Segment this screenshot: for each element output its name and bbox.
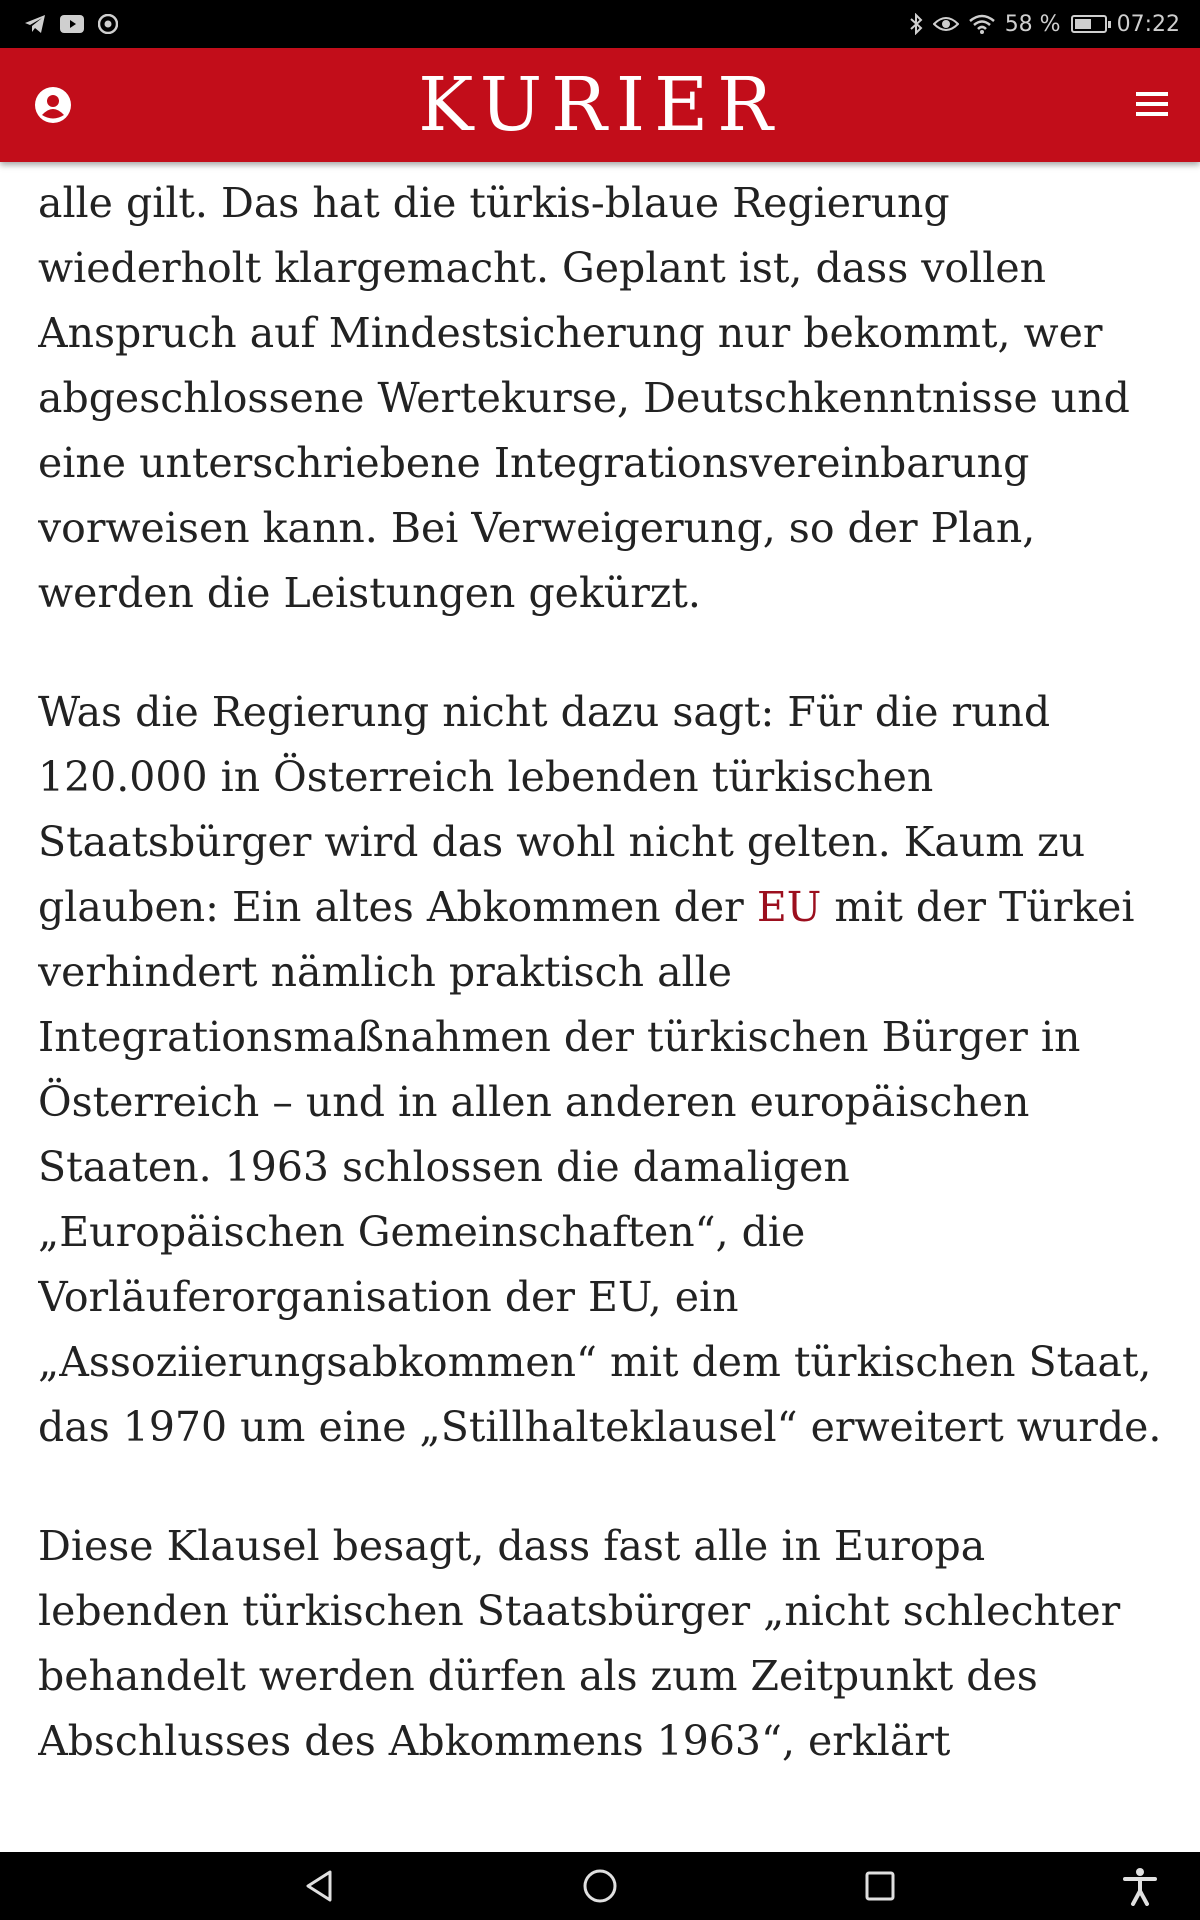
battery-percentage: 58 % bbox=[1004, 11, 1061, 37]
kurier-logo[interactable]: KURIER bbox=[418, 62, 782, 148]
telegram-icon bbox=[24, 14, 46, 34]
back-icon bbox=[300, 1866, 340, 1906]
accessibility-button[interactable] bbox=[1120, 1866, 1160, 1906]
eye-comfort-icon bbox=[933, 15, 959, 33]
chrome-icon bbox=[98, 14, 118, 34]
article-body bbox=[38, 162, 1168, 1852]
accessibility-icon bbox=[1120, 1866, 1160, 1906]
app-header bbox=[0, 48, 1200, 162]
back-button[interactable] bbox=[300, 1866, 340, 1906]
article-paragraph bbox=[38, 680, 1168, 1460]
navigation-bar bbox=[0, 1852, 1200, 1920]
recents-icon bbox=[860, 1866, 900, 1906]
paragraph-text: mit der Türkei verhindert nämlich praktisch alle Integrationsmaßnahmen der türkischen Bürger in Österreich – und in allen anderen europäischen Staaten. 1963 schlossen die damaligen „Europäischen Gemeinschaften“, die Vorläuferorganisation der EU, ein „Assoziierungsabkommen“ mit dem türkischen Staat, das 1970 um eine „Stillhalteklausel“ erweitert wurde. bbox=[38, 883, 1162, 1451]
home-icon bbox=[580, 1866, 620, 1906]
status-system-icons bbox=[909, 0, 1180, 48]
battery-level bbox=[1075, 19, 1091, 29]
wifi-icon bbox=[969, 14, 995, 34]
bluetooth-icon bbox=[909, 13, 923, 35]
menu-button[interactable] bbox=[1134, 86, 1170, 122]
home-button[interactable] bbox=[580, 1866, 620, 1906]
status-notification-icons bbox=[24, 0, 118, 48]
article-paragraph: alle gilt. Das hat die türkis-blaue Regierung wiederholt klargemacht. Geplant ist, dass vollen Anspruch auf Mindestsicherung nur bekommt, wer abgeschlossene Wertekurse, Deutschkenntnisse und eine unterschriebene Integrationsvereinbarung vorweisen kann. Bei Verweigerung, so der Plan, werden die Leistungen gekürzt. bbox=[38, 179, 1130, 617]
article-paragraph: Diese Klausel besagt, dass fast alle in Europa lebenden türkischen Staatsbürger „nicht schlechter behandelt werden dürfen als zum Zeitpunkt des Abschlusses des Abkommens 1963“, erklärt bbox=[38, 1522, 1121, 1765]
hamburger-menu-icon bbox=[1134, 86, 1170, 122]
battery-icon bbox=[1071, 15, 1107, 33]
youtube-icon bbox=[60, 15, 84, 33]
status-bar bbox=[0, 0, 1200, 48]
clock: 07:22 bbox=[1116, 11, 1180, 37]
eu-link[interactable]: EU bbox=[756, 883, 822, 931]
paragraph-text: Was die Regierung nicht dazu sagt: Für die rund 120.000 in Österreich lebenden türkischen Staatsbürger wird das wohl nicht gelten. Kaum zu glauben: Ein altes Abkommen der bbox=[38, 688, 1086, 931]
recents-button[interactable] bbox=[860, 1866, 900, 1906]
